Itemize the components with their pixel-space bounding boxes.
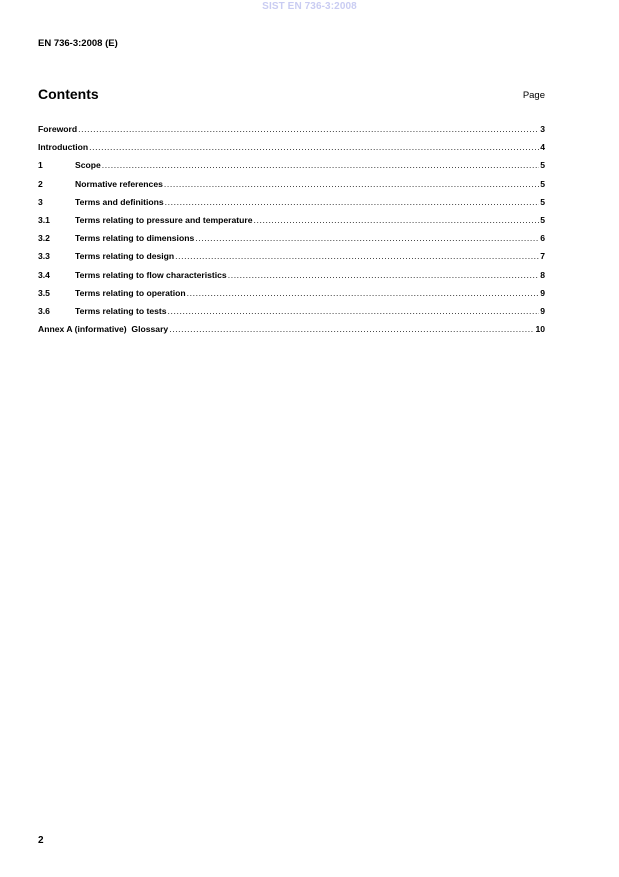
toc-entry-text: Foreword xyxy=(38,124,78,134)
dot-leader xyxy=(187,288,540,298)
toc-entry-text: Terms and definitions xyxy=(75,196,164,207)
toc-entry-text: Terms relating to flow characteristics xyxy=(75,269,227,280)
toc-entry-text: Introduction xyxy=(38,142,89,153)
watermark-standard-id: SIST EN 736-3:2008 xyxy=(262,1,357,12)
toc-entry-text: Terms relating to dimensions xyxy=(75,233,195,244)
toc-entry-page: 5 xyxy=(540,214,545,225)
toc-entry-page: 7 xyxy=(540,251,545,262)
toc-entry-number: 3.3 xyxy=(38,251,50,262)
dot-leader xyxy=(169,324,534,334)
toc-entry-pressure-temperature[interactable] xyxy=(38,215,545,233)
toc-entry-dimensions[interactable] xyxy=(38,233,545,251)
dot-leader xyxy=(164,179,539,189)
toc-entry-operation[interactable] xyxy=(38,288,545,306)
toc-entry-number: 2 xyxy=(38,178,43,189)
dot-leader xyxy=(175,251,539,261)
dot-leader xyxy=(89,142,539,152)
toc-entry-text: Terms relating to design xyxy=(75,251,175,262)
toc-entry-design[interactable] xyxy=(38,251,545,269)
dot-leader xyxy=(78,124,539,134)
toc-entry-number: 3.5 xyxy=(38,287,50,298)
page-number: 2 xyxy=(38,835,44,846)
toc-entry-page: 5 xyxy=(540,178,545,189)
dot-leader xyxy=(102,160,539,170)
dot-leader xyxy=(254,215,540,225)
toc-entry-number: 3.1 xyxy=(38,214,50,225)
toc-entry-page: 5 xyxy=(540,196,545,207)
toc-entry-number: 1 xyxy=(38,160,43,171)
dot-leader xyxy=(228,270,540,280)
toc-entry-text: Annex A (informative) Glossary xyxy=(38,324,169,335)
table-of-contents xyxy=(38,124,545,342)
toc-entry-number: 3.2 xyxy=(38,233,50,244)
toc-entry-page: 5 xyxy=(540,160,545,171)
toc-entry-scope[interactable] xyxy=(38,160,545,178)
toc-entry-number: 3.6 xyxy=(38,305,50,316)
toc-entry-annex-a-glossary[interactable] xyxy=(38,324,545,342)
toc-entry-text: Terms relating to tests xyxy=(75,305,167,316)
toc-entry-page: 10 xyxy=(535,324,545,335)
toc-entry-page: 9 xyxy=(540,305,545,316)
toc-entry-text: Scope xyxy=(75,160,101,171)
toc-entry-text: Terms relating to pressure and temperature xyxy=(75,214,253,225)
toc-entry-number: 3 xyxy=(38,196,43,207)
document-id: EN 736-3:2008 (E) xyxy=(38,38,118,49)
toc-entry-text: Terms relating to operation xyxy=(75,287,186,298)
toc-entry-terms-and-definitions[interactable] xyxy=(38,197,545,215)
dot-leader xyxy=(195,233,539,243)
toc-entry-page: 9 xyxy=(540,287,545,298)
page-column-label: Page xyxy=(522,90,545,101)
toc-entry-flow-characteristics[interactable] xyxy=(38,270,545,288)
toc-entry-page: 6 xyxy=(540,233,545,244)
toc-entry-foreword[interactable] xyxy=(38,124,545,142)
dot-leader xyxy=(165,197,540,207)
dot-leader xyxy=(168,306,540,316)
toc-entry-number: 3.4 xyxy=(38,269,50,280)
toc-entry-text: Normative references xyxy=(75,178,163,189)
toc-entry-page: 8 xyxy=(540,269,545,280)
toc-entry-page: 4 xyxy=(540,142,545,153)
toc-entry-introduction[interactable] xyxy=(38,142,545,160)
toc-entry-page: 3 xyxy=(540,124,545,134)
contents-title: Contents xyxy=(38,86,99,102)
toc-entry-tests[interactable] xyxy=(38,306,545,324)
toc-entry-normative-references[interactable] xyxy=(38,179,545,197)
